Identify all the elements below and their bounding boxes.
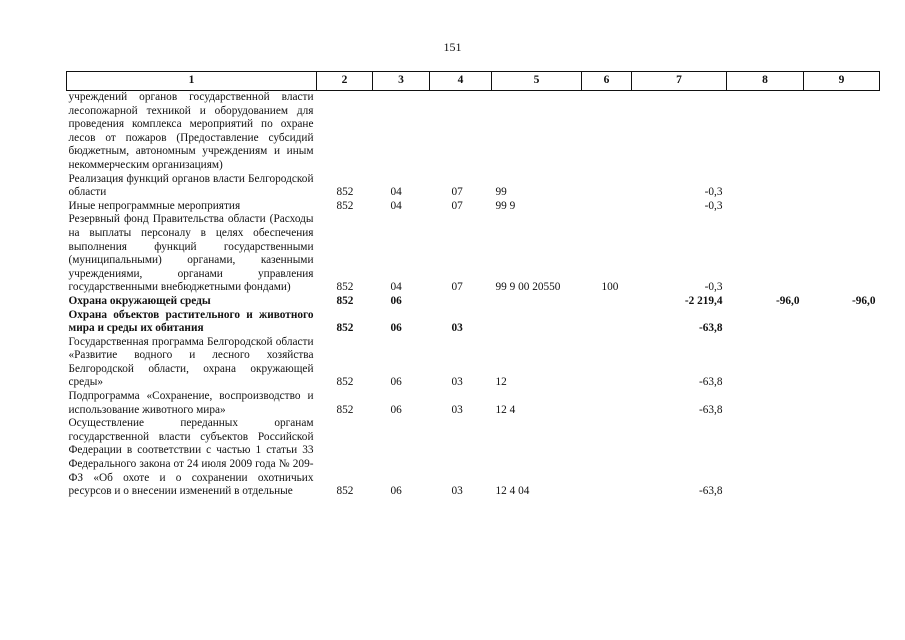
table-body bbox=[67, 91, 880, 499]
cell-subsection bbox=[430, 295, 492, 309]
table-row bbox=[67, 91, 880, 173]
cell-amount-2 bbox=[727, 200, 804, 214]
cell-target-article: 12 4 bbox=[495, 403, 516, 416]
cell-subsection: 07 bbox=[451, 281, 463, 294]
cell-amount-1: -2 219,4 bbox=[684, 294, 723, 307]
cell-ministry: 852 bbox=[336, 485, 354, 498]
cell-amount-3 bbox=[804, 91, 880, 173]
cell-target-article: 12 4 04 bbox=[495, 485, 530, 498]
cell-amount-3 bbox=[804, 200, 880, 214]
cell-amount-1: -63,8 bbox=[698, 376, 723, 389]
cell-subsection: 07 bbox=[451, 199, 463, 212]
cell-ministry: 852 bbox=[336, 403, 354, 416]
cell-ministry bbox=[317, 91, 373, 173]
header-col-8: 8 bbox=[727, 72, 804, 91]
cell-target-article: 99 9 bbox=[495, 199, 516, 212]
cell-target-article bbox=[492, 91, 582, 173]
header-col-3: 3 bbox=[373, 72, 430, 91]
cell-amount-3 bbox=[804, 417, 880, 499]
cell-amount-2: -96,0 bbox=[775, 294, 800, 307]
table-row bbox=[67, 213, 880, 295]
cell-amount-2 bbox=[727, 173, 804, 200]
cell-subsection: 03 bbox=[451, 376, 463, 389]
cell-ministry: 852 bbox=[336, 281, 354, 294]
cell-subsection: 03 bbox=[451, 485, 463, 498]
cell-expense-type bbox=[582, 336, 632, 390]
cell-subsection: 07 bbox=[451, 186, 463, 199]
table-row bbox=[67, 295, 880, 309]
cell-ministry: 852 bbox=[336, 199, 354, 212]
cell-amount-1: -63,8 bbox=[698, 322, 723, 335]
cell-subsection bbox=[430, 91, 492, 173]
cell-name: Охрана объектов растительного и животного мира и среды их обитания bbox=[68, 308, 314, 335]
cell-name: Осуществление переданных органам государственной власти субъектов Российской Федерации в соответствии с частью 1 статьи 33 Федерального закона от 24 июля 2009 года № 209-ФЗ «Об охоте и о сохранении охотничьих ресурсов и о внесении изменений в отдельные bbox=[68, 417, 314, 498]
cell-name: учреждений органов государственной власти лесопожарной техникой и оборудованием для проведения комплекса мероприятий по охране лесов от пожаров (Предоставление субсидий бюджетным, автономным учреждениям и иным некоммерческим организациям) bbox=[68, 91, 314, 171]
table-header bbox=[67, 72, 880, 91]
cell-amount-1: -0,3 bbox=[704, 186, 723, 199]
cell-amount-1: -0,3 bbox=[704, 199, 723, 212]
cell-target-article bbox=[492, 295, 582, 309]
cell-section: 06 bbox=[390, 376, 402, 389]
cell-amount-3 bbox=[804, 309, 880, 336]
cell-expense-type bbox=[582, 417, 632, 499]
header-col-9: 9 bbox=[804, 72, 880, 91]
cell-amount-3: -96,0 bbox=[851, 294, 876, 307]
cell-expense-type bbox=[582, 173, 632, 200]
cell-name: Подпрограмма «Сохранение, воспроизводство и использование животного мира» bbox=[68, 390, 314, 416]
cell-amount-3 bbox=[804, 336, 880, 390]
cell-section: 06 bbox=[390, 294, 402, 307]
cell-name: Иные непрограммные мероприятия bbox=[68, 199, 241, 212]
page-number: 151 bbox=[443, 40, 462, 54]
cell-section: 06 bbox=[390, 485, 402, 498]
header-row bbox=[67, 72, 880, 91]
cell-amount-1: -0,3 bbox=[704, 281, 723, 294]
cell-expense-type bbox=[582, 200, 632, 214]
cell-amount-2 bbox=[727, 213, 804, 295]
header-col-5: 5 bbox=[492, 72, 582, 91]
cell-subsection: 03 bbox=[451, 403, 463, 416]
cell-section bbox=[373, 91, 430, 173]
header-col-7: 7 bbox=[632, 72, 727, 91]
table-row bbox=[67, 417, 880, 499]
cell-expense-type bbox=[582, 295, 632, 309]
cell-name: Охрана окружающей среды bbox=[68, 294, 211, 307]
cell-section: 06 bbox=[390, 322, 402, 335]
cell-amount-1: -63,8 bbox=[698, 485, 723, 498]
table-row bbox=[67, 336, 880, 390]
cell-expense-type bbox=[582, 309, 632, 336]
cell-target-article: 99 bbox=[495, 186, 507, 199]
cell-ministry: 852 bbox=[336, 322, 354, 335]
header-col-4: 4 bbox=[430, 72, 492, 91]
table-row bbox=[67, 173, 880, 200]
cell-amount-3 bbox=[804, 390, 880, 417]
cell-name: Резервный фонд Правительства области (Расходы на выплаты персоналу в целях обеспечения выполнения функций государственными (муниципальными) органами, казенными учреждениями, органами управления государственными внебюджетными фондами) bbox=[68, 213, 314, 294]
table-row bbox=[67, 309, 880, 336]
budget-table bbox=[66, 71, 880, 499]
cell-amount-3 bbox=[804, 213, 880, 295]
cell-amount-1: -63,8 bbox=[698, 403, 723, 416]
cell-subsection: 03 bbox=[451, 322, 463, 335]
table-row bbox=[67, 200, 880, 214]
header-col-2: 2 bbox=[317, 72, 373, 91]
cell-section: 04 bbox=[390, 199, 402, 212]
cell-expense-type bbox=[582, 91, 632, 173]
cell-amount-2 bbox=[727, 417, 804, 499]
cell-ministry: 852 bbox=[336, 294, 354, 307]
table-row bbox=[67, 390, 880, 417]
cell-name: Реализация функций органов власти Белгородской области bbox=[68, 172, 314, 199]
cell-expense-type: 100 bbox=[601, 281, 619, 294]
cell-target-article bbox=[492, 309, 582, 336]
cell-target-article: 12 bbox=[495, 376, 507, 389]
cell-ministry: 852 bbox=[336, 376, 354, 389]
cell-amount-2 bbox=[727, 390, 804, 417]
header-col-6: 6 bbox=[582, 72, 632, 91]
cell-target-article: 99 9 00 20550 bbox=[495, 281, 561, 294]
cell-section: 04 bbox=[390, 281, 402, 294]
cell-amount-3 bbox=[804, 173, 880, 200]
cell-amount-2 bbox=[727, 309, 804, 336]
cell-amount-2 bbox=[727, 336, 804, 390]
cell-amount-2 bbox=[727, 91, 804, 173]
cell-amount-1 bbox=[632, 91, 727, 173]
header-col-1: 1 bbox=[67, 72, 317, 91]
cell-section: 04 bbox=[390, 186, 402, 199]
cell-expense-type bbox=[582, 390, 632, 417]
cell-ministry: 852 bbox=[336, 186, 354, 199]
cell-name: Государственная программа Белгородской области «Развитие водного и лесного хозяйства Белгородской области, охрана окружающей среды» bbox=[68, 335, 314, 389]
cell-section: 06 bbox=[390, 403, 402, 416]
